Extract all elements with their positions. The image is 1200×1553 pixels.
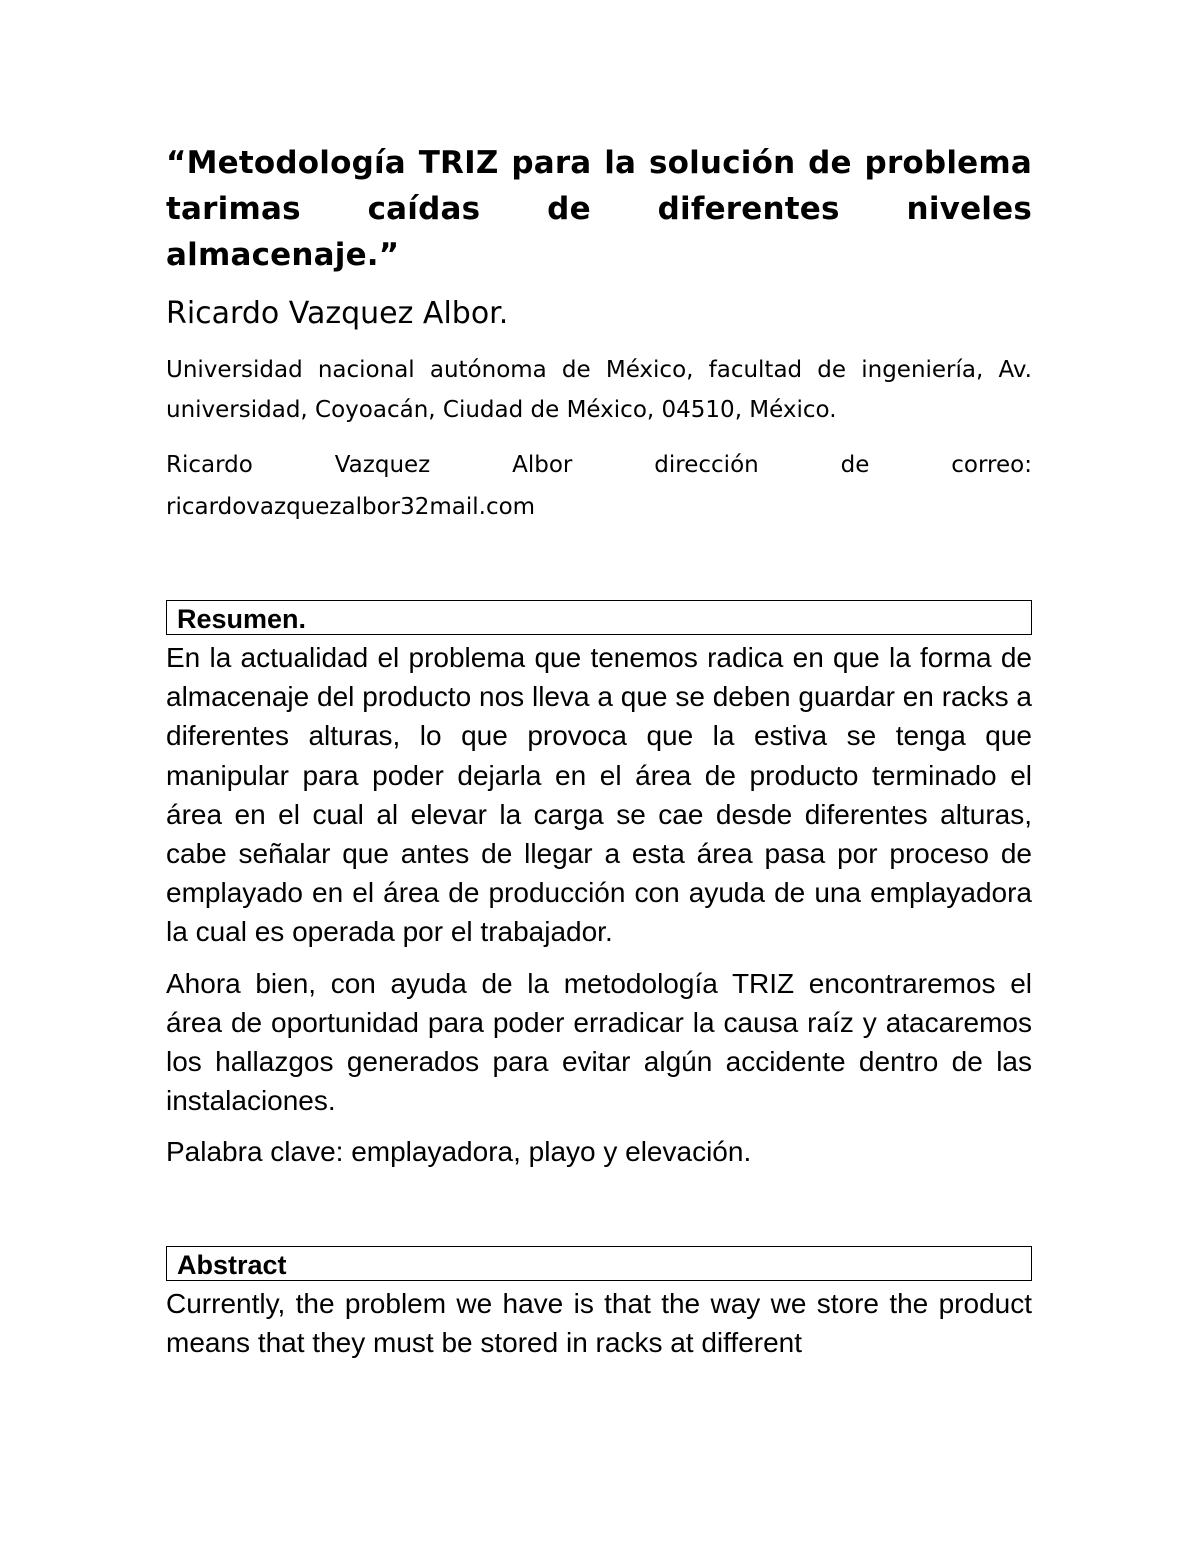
keywords: Palabra clave: emplayadora, playo y elevación. bbox=[166, 1136, 752, 1168]
contact-word: de bbox=[840, 452, 870, 478]
abstract-paragraph: Currently, the problem we have is that the way we store the product means that they must be stored in racks at different bbox=[166, 1287, 1032, 1358]
resumen-heading: Resumen. bbox=[166, 600, 1032, 635]
author-affiliation: Universidad nacional autónoma de México, facultad de ingeniería, Av. universidad, Coyoacán, Ciudad de México, 04510, México. bbox=[166, 357, 1032, 423]
contact-label-line bbox=[166, 444, 1032, 486]
document-page bbox=[166, 140, 1032, 1362]
author-name: Ricardo Vazquez Albor. bbox=[166, 296, 509, 331]
contact-block bbox=[166, 444, 1032, 528]
contact-word: Vazquez bbox=[334, 452, 431, 478]
contact-word: Ricardo bbox=[166, 452, 253, 478]
contact-email: ricardovazquezalbor32mail.com bbox=[166, 494, 536, 520]
contact-word: correo: bbox=[951, 452, 1032, 478]
resumen-paragraph: En la actualidad el problema que tenemos radica en que la forma de almacenaje del producto nos lleva a que se deben guardar en racks a diferentes alturas, lo que provoca que la estiva se tenga que manipular para poder dejarla en el área de producto terminado el área en el cual al elevar la carga se cae desde diferentes alturas, cabe señalar que antes de llegar a esta área pasa por proceso de emplayado en el área de producción con ayuda de una emplayadora la cual es operada por el trabajador. bbox=[166, 642, 1032, 948]
contact-word: dirección bbox=[654, 452, 759, 478]
resumen-paragraph: Ahora bien, con ayuda de la metodología TRIZ encontraremos el área de oportunidad para poder erradicar la causa raíz y atacaremos los hallazgos generados para evitar algún accidente dentro de las instalaciones. bbox=[166, 967, 1032, 1117]
paper-title: “Metodología TRIZ para la solución de problema tarimas caídas de diferentes niveles almacenaje.” bbox=[166, 145, 1032, 273]
abstract-heading: Abstract bbox=[166, 1246, 1032, 1281]
contact-word: Albor bbox=[512, 452, 573, 478]
